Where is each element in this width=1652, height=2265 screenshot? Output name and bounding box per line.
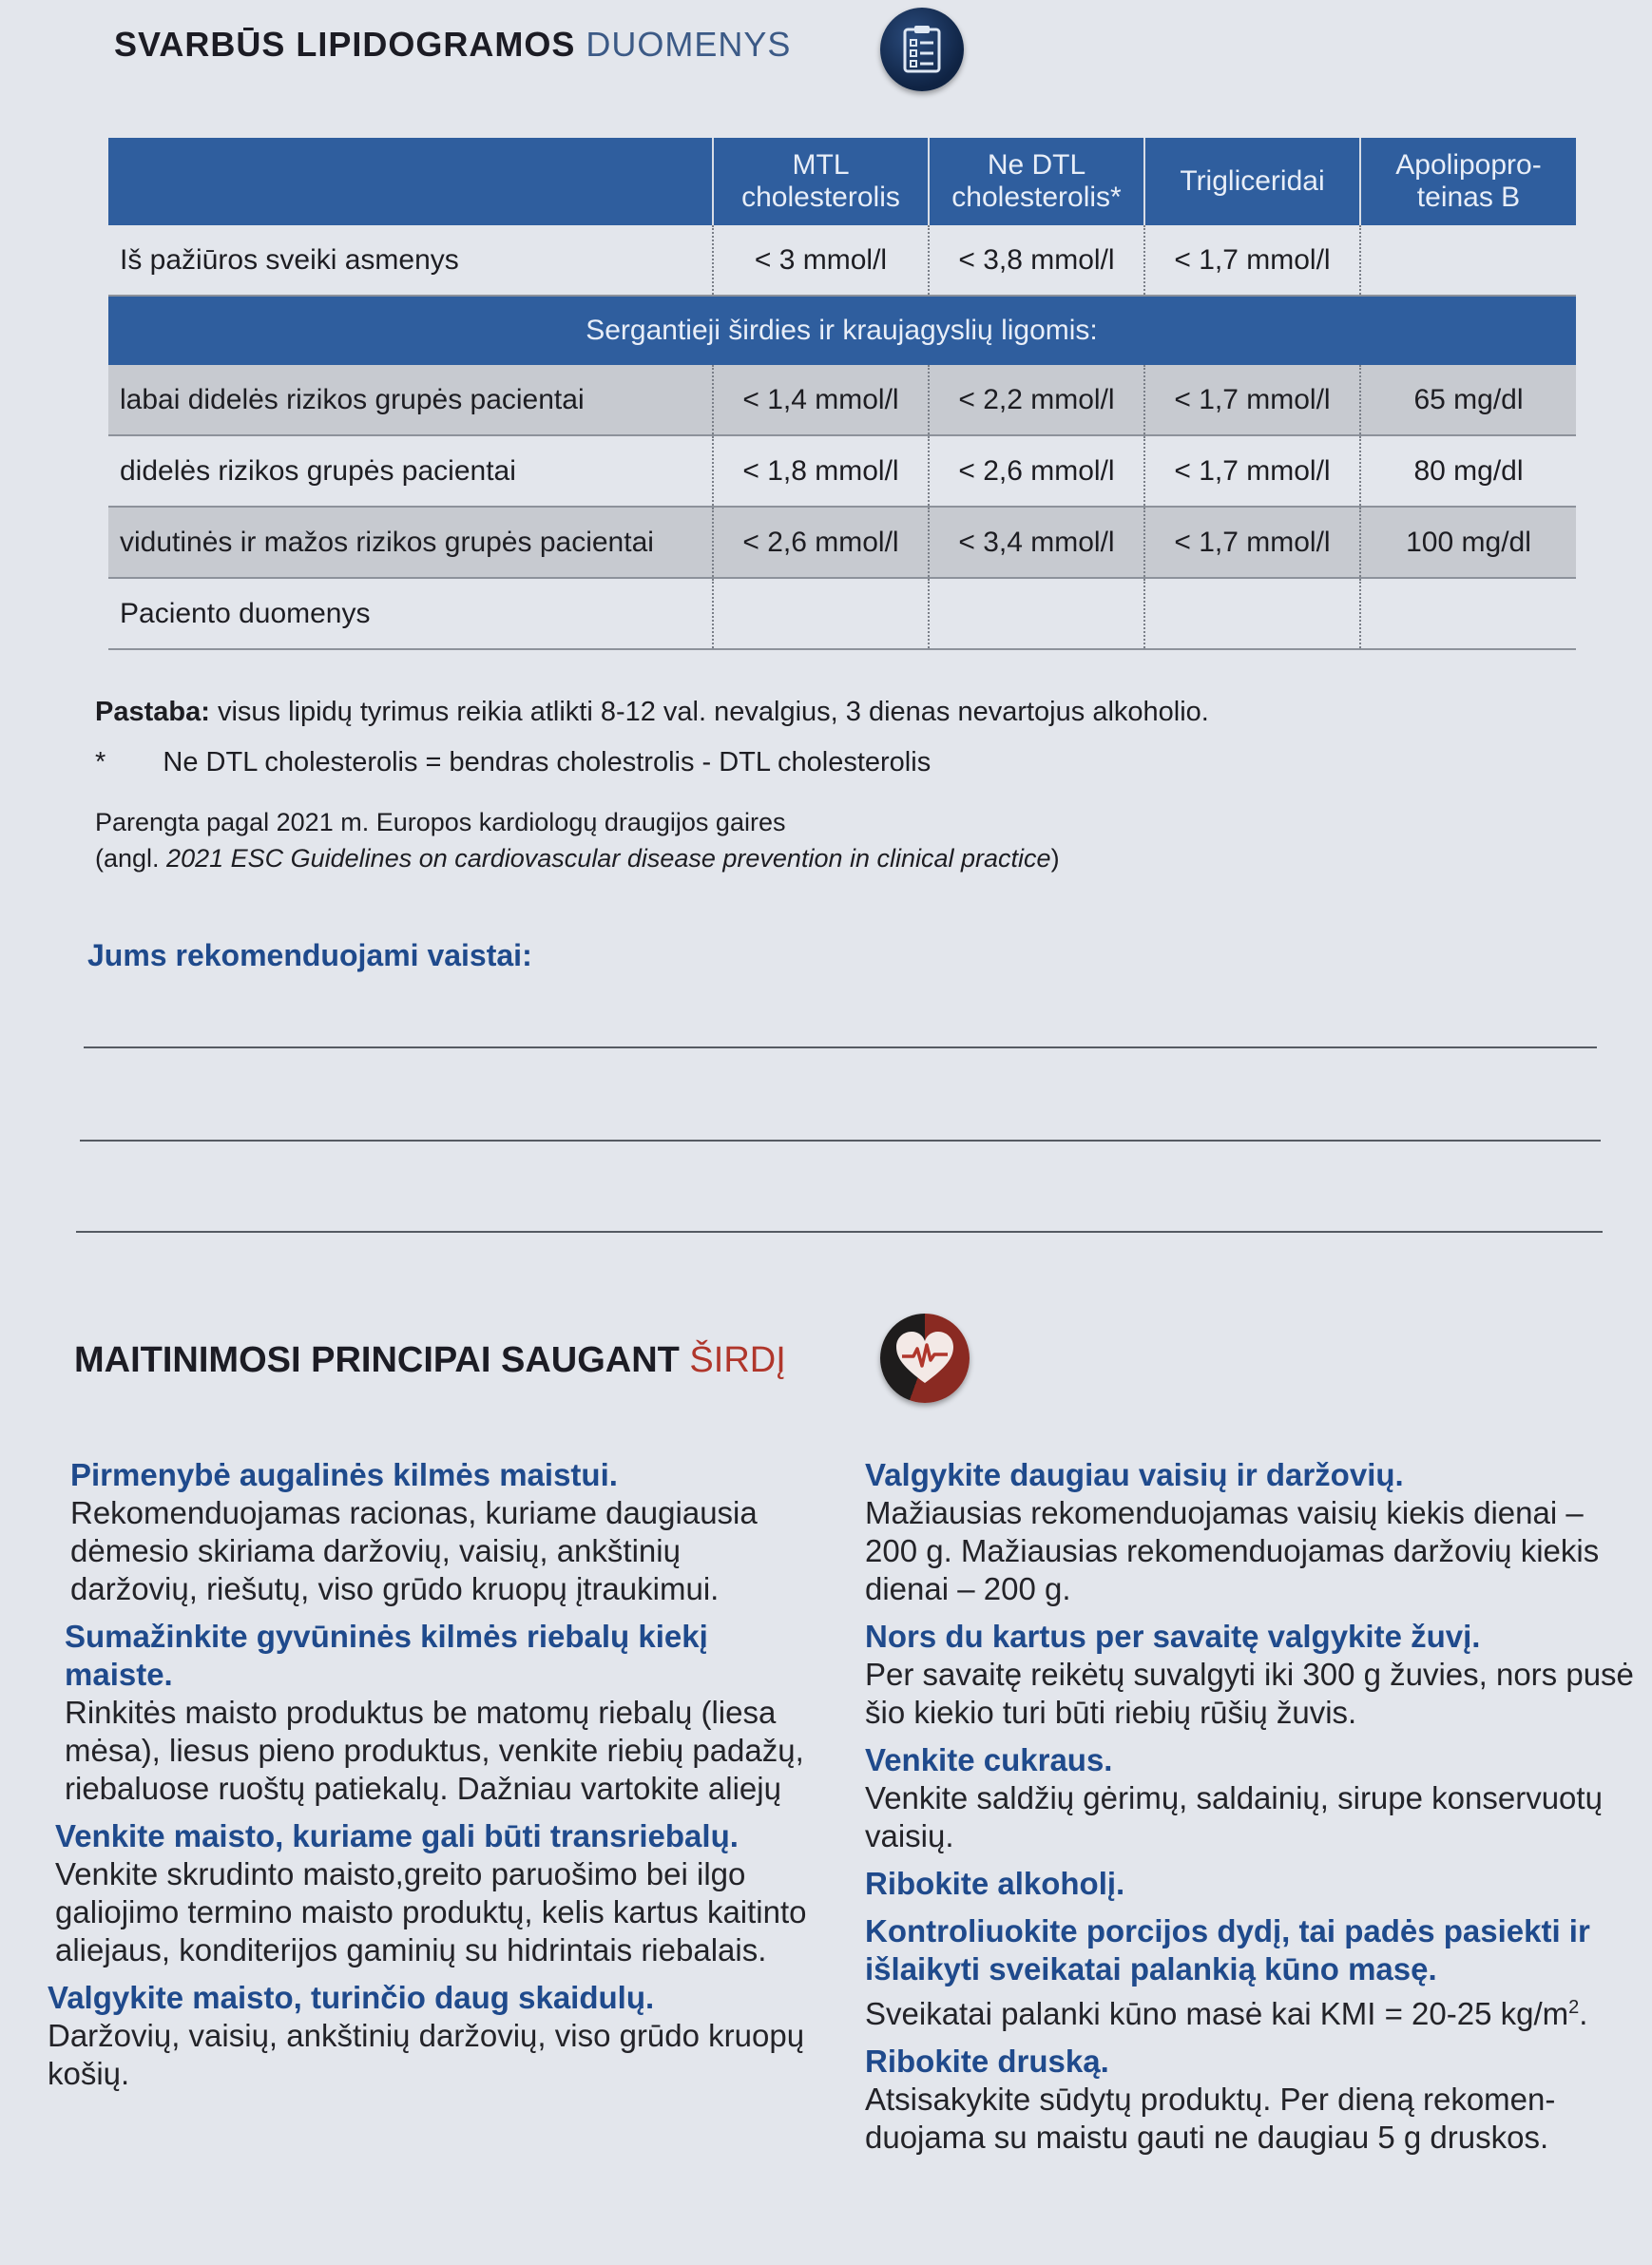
list-item [865,1865,1635,1903]
list-item [865,1912,1635,2033]
list-item [48,1817,808,1969]
table-cell: vidutinės ir mažos rizikos grupės pacientai [108,507,713,578]
table-cell [1360,225,1576,296]
patient-input-cell [1144,578,1360,649]
pastaba-note [95,697,1209,728]
table-cell: 80 mg/dl [1360,435,1576,507]
write-line-1 [84,1046,1597,1048]
write-line-2 [80,1140,1601,1142]
table-cell: < 2,2 mmol/l [929,365,1144,435]
table-cell: < 1,7 mmol/l [1144,435,1360,507]
table-cell: < 3,8 mmol/l [929,225,1144,296]
item-body: Venkite skrudinto maisto,greito paruošimo bei ilgo galiojimo termino maisto produktų, kelis kartus kaitinto aliejaus, konditerijos gaminių su hidrintais riebalais. [55,1856,807,1967]
table-row-patient [108,578,1576,649]
table-cell: < 1,8 mmol/l [713,435,929,507]
table-cell: 65 mg/dl [1360,365,1576,435]
header-cell-trigliceridai: Trigliceridai [1144,138,1360,225]
source-line-1: Parengta pagal 2021 m. Europos kardiologų draugijos gaires [95,808,786,836]
footnote-asterisk: * [95,747,106,777]
table-cell: 100 mg/dl [1360,507,1576,578]
item-body: Atsisakykite sūdytų produktų. Per dieną rekomen-duojama su maistu gauti ne daugiau 5 g druskos. [865,2082,1556,2155]
band-label: Sergantieji širdies ir kraujagyslių ligomis: [108,296,1576,365]
header-cell-mtl: MTL cholesterolis [713,138,929,225]
table-cell: < 2,6 mmol/l [929,435,1144,507]
table-header-row [108,138,1576,225]
item-title: Ribokite druską. [865,2044,1109,2079]
list-item [48,1979,808,2093]
table-row-healthy [108,225,1576,296]
table-row [108,507,1576,578]
source-line-2 [95,844,1060,873]
patient-input-cell [1360,578,1576,649]
list-item [865,2043,1635,2157]
table-cell: didelės rizikos grupės pacientai [108,435,713,507]
item-title: Pirmenybė augalinės kilmės maistui. [70,1457,618,1492]
list-item [865,1618,1635,1732]
item-title: Nors du kartus per savaitę valgykite žuvį. [865,1619,1481,1654]
nutrition-left-column [48,1456,808,2102]
kmi-text: Sveikatai palanki kūno masė kai KMI = 20-25 kg/m [865,1996,1569,2031]
kmi-superscript: 2 [1568,1997,1580,2018]
item-title: Valgykite maisto, turinčio daug skaidulų. [48,1980,655,2015]
heart-pulse-icon [880,1314,970,1403]
pastaba-text: visus lipidų tyrimus reikia atlikti 8-12 val. nevalgius, 3 dienas nevartojus alkoholio. [209,697,1209,727]
header-cell-empty [108,138,713,225]
source-guidelines-title: 2021 ESC Guidelines on cardiovascular disease prevention in clinical practice [166,844,1051,873]
table-band-row [108,296,1576,365]
source-suffix: ) [1050,844,1060,873]
list-item [865,1741,1635,1855]
write-line-3 [76,1231,1603,1233]
nutrition-section-title [74,1340,786,1381]
kmi-period: . [1579,1996,1588,2031]
table-cell: < 1,7 mmol/l [1144,365,1360,435]
item-body: Venkite saldžių gėrimų, saldainių, sirupe konservuotų vaisių. [865,1780,1603,1853]
table-cell: < 3,4 mmol/l [929,507,1144,578]
item-title: Valgykite daugiau vaisių ir daržovių. [865,1457,1404,1492]
table-cell: Iš pažiūros sveiki asmenys [108,225,713,296]
table-cell: labai didelės rizikos grupės pacientai [108,365,713,435]
patient-input-cell [929,578,1144,649]
pastaba-label: Pastaba: [95,697,210,727]
header-cell-apob: Apolipopro-teinas B [1360,138,1576,225]
lipid-title-light: DUOMENYS [586,25,792,64]
item-body: Rinkitės maisto produktus be matomų riebalų (liesa mėsa), liesus pieno produktus, venkite riebių padažų, riebaluose ruoštų patiekalų. Dažniau vartokite aliejų [65,1695,804,1806]
source-prefix: (angl. [95,844,167,873]
lipid-title-bold: SVARBŪS LIPIDOGRAMOS [114,25,576,64]
item-title: Ribokite alkoholį. [865,1866,1125,1901]
table-cell: < 1,7 mmol/l [1144,507,1360,578]
list-item [48,1618,808,1808]
nutrition-title-bold: MAITINIMOSI PRINCIPAI SAUGANT [74,1340,680,1380]
footnote-text: Ne DTL cholesterolis = bendras cholestrolis - DTL cholesterolis [163,747,932,777]
table-cell: < 3 mmol/l [713,225,929,296]
item-body: Rekomenduojamas racionas, kuriame daugiausia dėmesio skiriama daržovių, vaisių, ankštinių daržovių, riešutų, viso grūdo kruopų įtraukimui. [70,1495,758,1606]
item-body: Per savaitę reikėtų suvalgyti iki 300 g žuvies, nors pusė šio kiekio turi būti riebių rūšių žuvis. [865,1657,1634,1730]
list-item [48,1456,808,1608]
header-cell-ne-dtl: Ne DTL cholesterolis* [929,138,1144,225]
item-body [865,1988,1635,2033]
footnote [95,747,931,778]
recommended-drugs-title: Jums rekomenduojami vaistai: [87,938,532,972]
item-title: Sumažinkite gyvūninės kilmės riebalų kiekį maiste. [65,1619,708,1692]
table-cell: < 1,7 mmol/l [1144,225,1360,296]
list-item [865,1456,1635,1608]
table-row [108,435,1576,507]
patient-input-cell [713,578,929,649]
item-body: Daržovių, vaisių, ankštinių daržovių, viso grūdo kruopų košių. [48,2018,805,2091]
item-title: Kontroliuokite porcijos dydį, tai padės pasiekti ir išlaikyti sveikatai palankią kūno masę. [865,1913,1590,1987]
table-cell: < 1,4 mmol/l [713,365,929,435]
item-title: Venkite maisto, kuriame gali būti transriebalų. [55,1818,739,1853]
clipboard-checklist-icon [880,8,964,91]
nutrition-right-column [865,1456,1635,2166]
table-cell: Paciento duomenys [108,578,713,649]
nutrition-title-red: ŠIRDĮ [689,1340,786,1380]
table-cell: < 2,6 mmol/l [713,507,929,578]
lipid-section-title [114,25,791,65]
lipid-table [108,138,1576,650]
table-row [108,365,1576,435]
item-body: Mažiausias rekomenduojamas vaisių kiekis dienai – 200 g. Mažiausias rekomenduojamas daržovių kiekis dienai – 200 g. [865,1495,1600,1606]
item-title: Venkite cukraus. [865,1742,1113,1777]
